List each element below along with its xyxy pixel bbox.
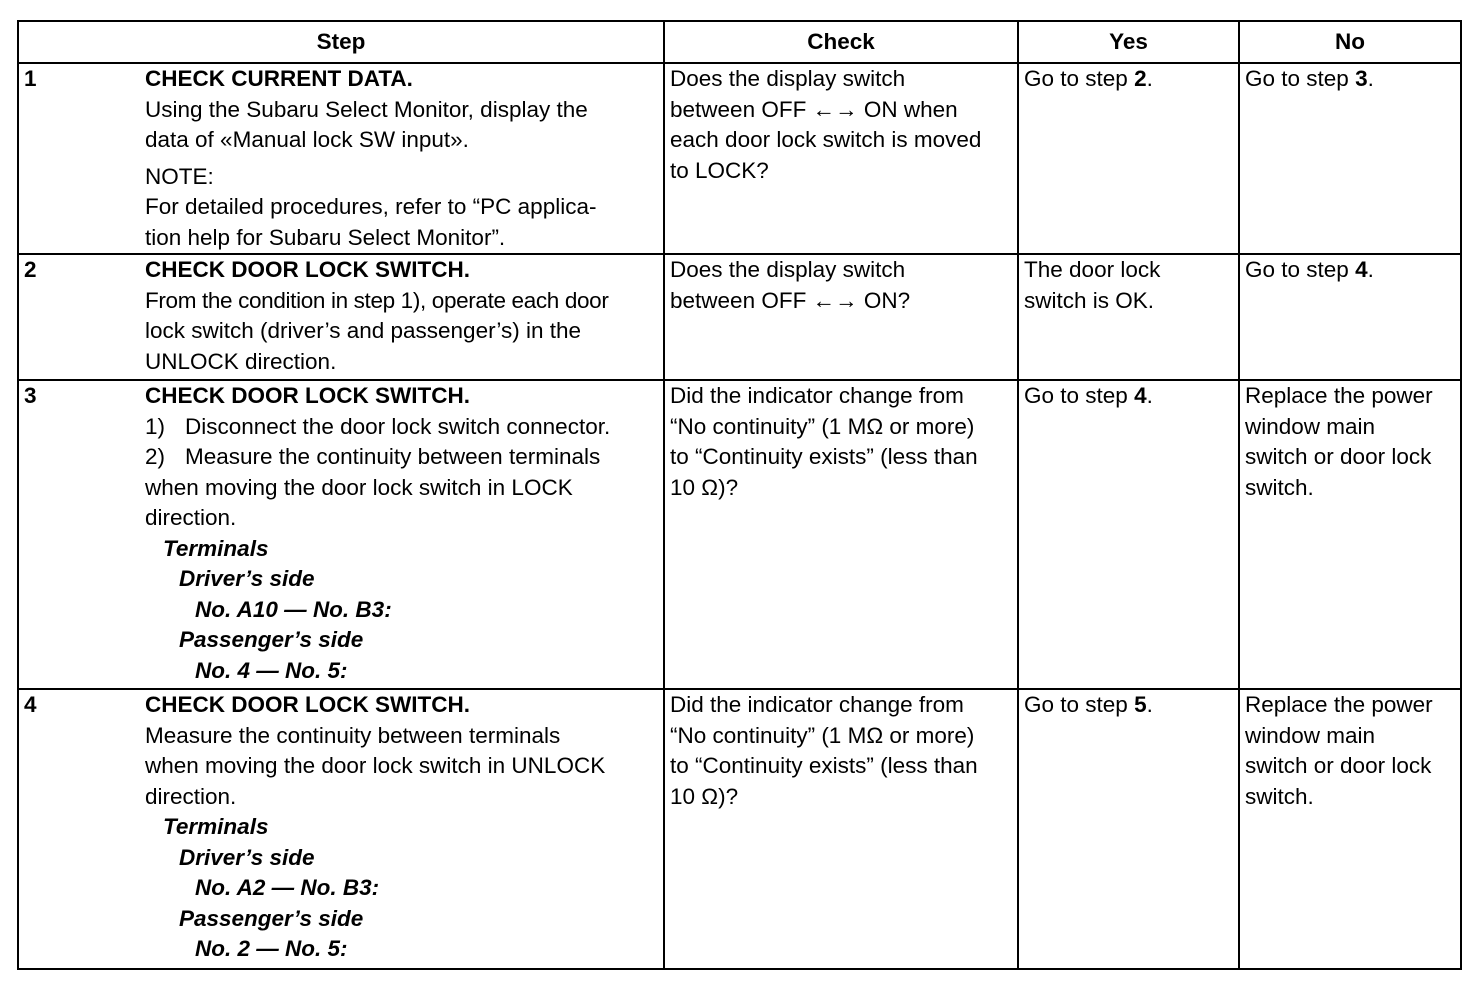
yes-step-ref: 2 — [1134, 66, 1147, 91]
no-suffix: . — [1367, 66, 1374, 91]
yes-step-ref: 4 — [1134, 383, 1147, 408]
yes-suffix: . — [1146, 66, 1153, 91]
step-title: CHECK CURRENT DATA. — [145, 66, 413, 91]
substep — [145, 412, 658, 443]
no-cell — [1239, 254, 1461, 380]
step-text-line: From the condition in step 1), operate each door — [145, 287, 609, 313]
check-text-line: Does the display switch — [670, 66, 906, 91]
check-text-line: 10 Ω)? — [670, 783, 739, 809]
no-text-line: switch or door lock — [1245, 444, 1432, 469]
step-text-line: when moving the door lock switch in UNLOCK — [145, 753, 606, 778]
step-number: 2 — [18, 254, 140, 380]
check-text-line: between OFF ←→ ON? — [670, 287, 911, 313]
yes-suffix: . — [1146, 692, 1153, 717]
yes-cell — [1018, 254, 1239, 380]
step-number: 4 — [18, 689, 140, 969]
yes-cell — [1018, 380, 1239, 689]
driver-side-label: Driver’s side — [179, 844, 315, 870]
yes-step-ref: 5 — [1134, 692, 1147, 717]
check-text-line: to LOCK? — [670, 157, 769, 183]
diagnostic-table — [17, 20, 1462, 970]
yes-text-line: The door lock — [1024, 257, 1161, 282]
substep-number: 1) — [145, 413, 166, 439]
passenger-side-terminals: No. 4 — No. 5: — [195, 657, 348, 683]
no-cell — [1239, 63, 1461, 254]
step-text-line: Using the Subaru Select Monitor, display the — [145, 96, 588, 122]
check-text-line: to “Continuity exists” (less than — [670, 753, 978, 778]
no-text-line: window main — [1245, 413, 1376, 439]
table-row — [18, 689, 1461, 969]
step-cell — [140, 380, 664, 689]
check-text-line: Did the indicator change from — [670, 692, 964, 717]
step-cell — [140, 63, 664, 254]
no-text-line: Replace the power — [1245, 692, 1433, 717]
check-text-line: Did the indicator change from — [670, 383, 964, 408]
yes-suffix: . — [1146, 383, 1153, 408]
terminals-label: Terminals — [163, 535, 269, 561]
check-cell — [664, 380, 1018, 689]
no-text-line: window main — [1245, 722, 1376, 748]
no-text: Go to step — [1245, 66, 1356, 91]
check-text-line: “No continuity” (1 MΩ or more) — [670, 722, 975, 748]
no-text-line: switch. — [1245, 474, 1314, 500]
no-suffix: . — [1367, 257, 1374, 282]
check-text-line: between OFF ←→ ON when — [670, 96, 958, 122]
passenger-side-label: Passenger’s side — [179, 627, 364, 652]
step-text-line: direction. — [145, 783, 237, 809]
step-text-line: UNLOCK direction. — [145, 348, 337, 374]
header-yes: Yes — [1018, 21, 1239, 63]
step-number: 1 — [18, 63, 140, 254]
passenger-side-label: Passenger’s side — [179, 905, 364, 931]
step-title: CHECK DOOR LOCK SWITCH. — [145, 383, 470, 408]
terminals-label: Terminals — [163, 814, 269, 839]
substep-number: 2) — [145, 444, 166, 469]
table-row — [18, 63, 1461, 254]
check-cell — [664, 689, 1018, 969]
note-text-line: For detailed procedures, refer to “PC applica- — [145, 194, 597, 219]
driver-side-label: Driver’s side — [179, 566, 315, 591]
no-step-ref: 4 — [1355, 257, 1368, 282]
check-text-line: 10 Ω)? — [670, 474, 739, 500]
step-title: CHECK DOOR LOCK SWITCH. — [145, 692, 470, 717]
header-row — [18, 21, 1461, 63]
note-text-line: tion help for Subaru Select Monitor”. — [145, 224, 506, 250]
yes-cell — [1018, 63, 1239, 254]
yes-text: Go to step — [1024, 383, 1135, 408]
no-text-line: switch. — [1245, 783, 1314, 809]
check-text-line: “No continuity” (1 MΩ or more) — [670, 413, 975, 439]
no-text: Go to step — [1245, 257, 1356, 282]
step-text-line: lock switch (driver’s and passenger’s) in the — [145, 318, 582, 343]
substep — [145, 442, 658, 473]
passenger-side-terminals: No. 2 — No. 5: — [195, 936, 348, 961]
yes-text-line: switch is OK. — [1024, 287, 1155, 313]
table-row — [18, 254, 1461, 380]
step-cell — [140, 254, 664, 380]
header-step: Step — [18, 21, 664, 63]
step-cell — [140, 689, 664, 969]
substep-text: Disconnect the door lock switch connector. — [185, 413, 611, 439]
note-label: NOTE: — [145, 163, 214, 189]
check-cell — [664, 63, 1018, 254]
no-step-ref: 3 — [1355, 66, 1368, 91]
step-number: 3 — [18, 380, 140, 689]
yes-text: Go to step — [1024, 66, 1135, 91]
step-title: CHECK DOOR LOCK SWITCH. — [145, 257, 470, 282]
yes-text: Go to step — [1024, 692, 1135, 717]
no-text-line: Replace the power — [1245, 383, 1433, 408]
header-check: Check — [664, 21, 1018, 63]
step-text-line: Measure the continuity between terminals — [145, 722, 561, 748]
no-cell — [1239, 689, 1461, 969]
check-text-line: Does the display switch — [670, 257, 906, 282]
check-text-line: to “Continuity exists” (less than — [670, 444, 978, 469]
check-text-line: each door lock switch is moved — [670, 127, 982, 152]
no-cell — [1239, 380, 1461, 689]
yes-cell — [1018, 689, 1239, 969]
table-row — [18, 380, 1461, 689]
header-no: No — [1239, 21, 1461, 63]
driver-side-terminals: No. A2 — No. B3: — [195, 875, 380, 900]
substep-text: Measure the continuity between terminals — [185, 444, 601, 469]
check-cell — [664, 254, 1018, 380]
driver-side-terminals: No. A10 — No. B3: — [195, 596, 392, 622]
no-text-line: switch or door lock — [1245, 753, 1432, 778]
step-text-line: when moving the door lock switch in LOCK — [145, 474, 573, 500]
step-text-line: data of «Manual lock SW input». — [145, 127, 469, 152]
step-text-line: direction. — [145, 505, 237, 530]
